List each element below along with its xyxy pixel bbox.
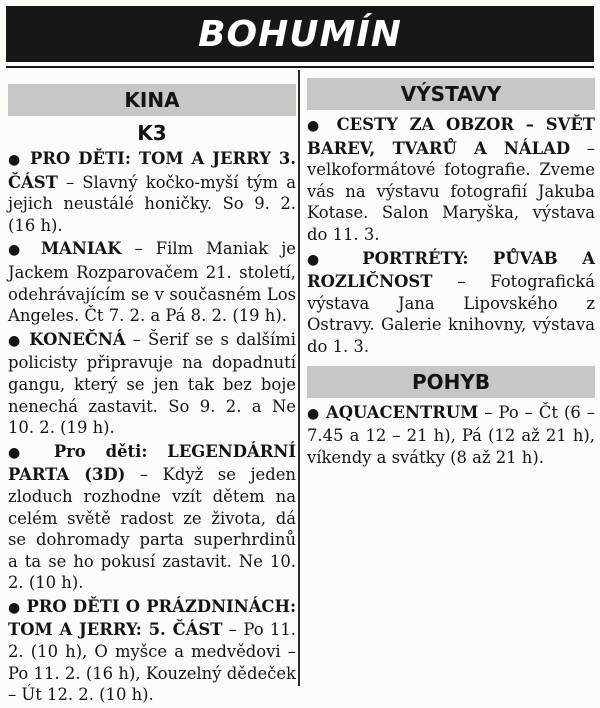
bullet-icon: ● (8, 599, 21, 616)
entry-title: MANIAK (41, 239, 122, 259)
entry-title: PRO DĚTI: TOM A JERRY 3. ČÁST (8, 149, 297, 192)
column-divider (298, 70, 300, 686)
bullet-icon: ● (8, 332, 23, 349)
entry-text: – Šerif se s dalšími policisty připravuje na dopadnutí gangu, který se jen tak bez boje nenechá zastavit. So 9. 2. a Ne 10. 2. (19 h). (8, 329, 296, 438)
entry-text: – Po 11. 2. (10 h), O myšce a medvědovi – Po 11. 2. (16 h), Kouzelný dědeček – Út 12. 2. (10 h). (8, 620, 297, 705)
header-rule (6, 66, 594, 68)
entry-text: – Slavný kočko-myší tým a jejich neustálé honičky. So 9. 2. (16 h). (8, 172, 296, 235)
venue-heading: K3 (137, 121, 167, 145)
bullet-icon: ● (307, 251, 339, 268)
entry-title: KONEČNÁ (29, 329, 126, 349)
listing-entry (307, 248, 595, 358)
entry-text: – Film Maniak je Jackem Rozparovačem 21. století, odehrávajícím se v současném Los Angeles. Čt 7. 2. a Pá 8. 2. (19 h). (8, 239, 296, 326)
entry-text: – Po – Čt (6 – 7.45 a 12 – 21 h), Pá (12 až 21 h), víkendy a svátky (8 až 21 h). (307, 402, 595, 467)
entry-title: CESTY ZA OBZOR – SVĚT BAREV, TVARŮ A NÁLAD (307, 115, 596, 158)
bullet-icon: ● (8, 152, 23, 168)
listing-entry (8, 441, 296, 594)
section-heading-pohyb: POHYB (307, 366, 595, 398)
listing-entry (307, 402, 595, 469)
town-title: BOHUMÍN (6, 6, 594, 62)
bullet-icon: ● (307, 405, 320, 422)
entry-title: PRO DĚTI O PRÁZDNINÁCH: TOM A JERRY: 5. ČÁST (8, 596, 297, 640)
bullet-icon: ● (8, 242, 29, 259)
section-heading-kina: KINA (8, 84, 296, 116)
listing-entry (8, 148, 296, 236)
left-column (8, 70, 296, 708)
entry-text: – Fotografická výstava Jana Lipovského z Ostravy. Galerie knihovny, výstava do 1. 3. (307, 272, 595, 356)
entry-title: Pro děti: LEGENDÁRNÍ PARTA (3D) (8, 441, 296, 485)
entry-text: – Když se jeden zloduch rozhodne vzít dětem na celém světě radost ze života, dá se dohromady parta superhrdinů a ta se ho pokusí zastavit. Ne 10. 2. (10 h). (8, 465, 296, 593)
listing-entry (8, 596, 296, 706)
listing-entry (8, 329, 296, 439)
listing-entry (8, 238, 296, 326)
bullet-icon: ● (8, 444, 35, 461)
right-column (307, 70, 595, 470)
entry-title: AQUACENTRUM (326, 402, 479, 422)
listing-entry (307, 114, 595, 246)
section-heading-vystavy: VÝSTAVY (307, 78, 595, 110)
entry-title: PORTRÉTY: PŮVAB A ROZLIČNOST (307, 248, 595, 292)
bullet-icon: ● (307, 118, 326, 134)
entry-text: – velkoformátové fotografie. Zveme vás na výstavu fotografií Jakuba Kotase. Salon Maryška, výstava do 11. 3. (307, 138, 595, 244)
